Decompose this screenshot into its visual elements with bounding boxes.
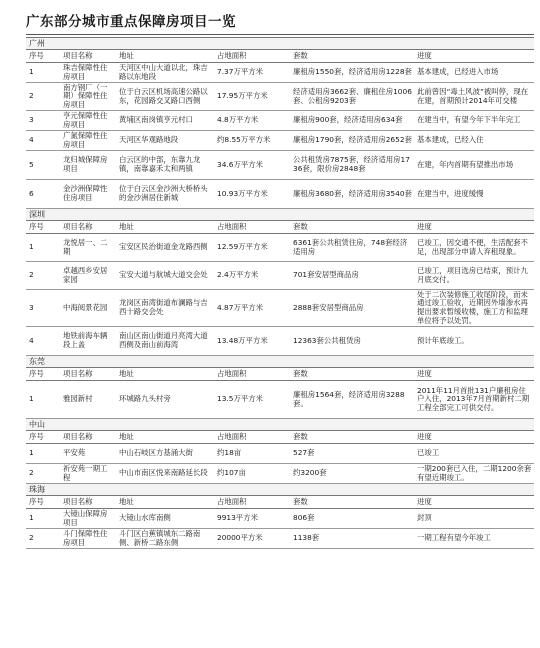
cell-project-name: 广氮保障性住房项目 bbox=[60, 131, 116, 151]
cell-index: 5 bbox=[26, 151, 60, 180]
cell-floor-area: 9913平方米 bbox=[214, 509, 290, 529]
table-row bbox=[26, 151, 534, 180]
column-header-floor-area: 占地面积 bbox=[214, 221, 290, 234]
cell-address: 中山石岐区方基涌大街 bbox=[116, 444, 214, 464]
cell-progress: 此前曾因“毒土风波”被叫停，现在在建，首期预计2014年可交楼 bbox=[414, 83, 534, 111]
city-section-header bbox=[26, 356, 534, 368]
cell-project-name: 金沙洲保障性住房项目 bbox=[60, 180, 116, 209]
cell-address: 龙岗区南湾街道布澜路与吉西十路交会处 bbox=[116, 290, 214, 327]
city-name: 珠海 bbox=[26, 484, 534, 496]
cell-index: 2 bbox=[26, 464, 60, 484]
table-row bbox=[26, 290, 534, 327]
column-header-floor-area: 占地面积 bbox=[214, 496, 290, 509]
cell-units: 经济适用房3662套、廉租住房1006套、公租房9203套 bbox=[290, 83, 414, 111]
cell-project-name: 卓越西乡安居家园 bbox=[60, 262, 116, 290]
table-row bbox=[26, 464, 534, 484]
column-header-row bbox=[26, 431, 534, 444]
table-row bbox=[26, 327, 534, 356]
cell-index: 1 bbox=[26, 63, 60, 83]
cell-address: 中山市南区悦来南路延长段 bbox=[116, 464, 214, 484]
column-header-address: 地址 bbox=[116, 431, 214, 444]
city-section-header bbox=[26, 484, 534, 496]
column-header-index: 序号 bbox=[26, 50, 60, 63]
cell-units: 廉租房1790套，经济适用房2652套 bbox=[290, 131, 414, 151]
city-section-header bbox=[26, 419, 534, 431]
cell-address: 环城路九头村旁 bbox=[116, 381, 214, 419]
cell-project-name: 珠吉保障性住房项目 bbox=[60, 63, 116, 83]
cell-progress: 封顶 bbox=[414, 509, 534, 529]
cell-progress: 基本建成，已经入住 bbox=[414, 131, 534, 151]
cell-floor-area: 12.59万平方米 bbox=[214, 234, 290, 262]
cell-floor-area: 4.8万平方米 bbox=[214, 111, 290, 131]
cell-project-name: 地铁前海车辆段上盖 bbox=[60, 327, 116, 356]
city-name: 广州 bbox=[26, 38, 534, 50]
cell-address: 天河区华观路地段 bbox=[116, 131, 214, 151]
cell-index: 4 bbox=[26, 327, 60, 356]
cell-index: 3 bbox=[26, 290, 60, 327]
column-header-units: 套数 bbox=[290, 431, 414, 444]
column-header-progress: 进度 bbox=[414, 431, 534, 444]
cell-index: 4 bbox=[26, 131, 60, 151]
column-header-address: 地址 bbox=[116, 221, 214, 234]
column-header-units: 套数 bbox=[290, 496, 414, 509]
cell-floor-area: 约18亩 bbox=[214, 444, 290, 464]
cell-progress: 处于二次装修施工收尾阶段，而未通过竣工验收，近期因外墙渗水再提出要求暂缓收楼，施工方和监理单位将予以处罚。 bbox=[414, 290, 534, 327]
cell-address: 天河区中山大道以北，珠吉路以东地段 bbox=[116, 63, 214, 83]
column-header-progress: 进度 bbox=[414, 368, 534, 381]
column-header-progress: 进度 bbox=[414, 221, 534, 234]
cell-units: 约3200套 bbox=[290, 464, 414, 484]
cell-units: 2888套安居型商品房 bbox=[290, 290, 414, 327]
column-header-units: 套数 bbox=[290, 50, 414, 63]
column-header-project-name: 项目名称 bbox=[60, 221, 116, 234]
column-header-row bbox=[26, 496, 534, 509]
cell-progress: 已竣工，因交通不便，生活配套不足，出现部分申请人弃租现象。 bbox=[414, 234, 534, 262]
cell-address: 位于白云区金沙洲大桥桥头的金沙洲居住新城 bbox=[116, 180, 214, 209]
column-header-address: 地址 bbox=[116, 496, 214, 509]
cell-floor-area: 2.4万平方米 bbox=[214, 262, 290, 290]
table-row bbox=[26, 63, 534, 83]
cell-units: 6361套公共租赁住房，748套经济适用房 bbox=[290, 234, 414, 262]
cell-address: 大镜山水库南侧 bbox=[116, 509, 214, 529]
cell-units: 廉租房1564套，经济适用房3288套。 bbox=[290, 381, 414, 419]
cell-address: 白云区的中部，东靠九龙镇，南靠嘉禾太和两镇 bbox=[116, 151, 214, 180]
projects-table bbox=[26, 37, 534, 549]
cell-index: 1 bbox=[26, 509, 60, 529]
cell-address: 斗门区白蕉镇城东二路南侧、新桥二路东侧 bbox=[116, 529, 214, 549]
cell-project-name: 龙悦居一、二期 bbox=[60, 234, 116, 262]
cell-floor-area: 34.6万平方米 bbox=[214, 151, 290, 180]
cell-floor-area: 10.93万平方米 bbox=[214, 180, 290, 209]
column-header-progress: 进度 bbox=[414, 50, 534, 63]
cell-progress: 预计年底竣工。 bbox=[414, 327, 534, 356]
cell-units: 701套安居型商品房 bbox=[290, 262, 414, 290]
column-header-progress: 进度 bbox=[414, 496, 534, 509]
cell-units: 公共租赁房7875套，经济适用房1736套，限价房2848套 bbox=[290, 151, 414, 180]
table-row bbox=[26, 529, 534, 549]
cell-project-name: 雅园新村 bbox=[60, 381, 116, 419]
cell-floor-area: 17.95万平方米 bbox=[214, 83, 290, 111]
column-header-floor-area: 占地面积 bbox=[214, 431, 290, 444]
table-row bbox=[26, 83, 534, 111]
cell-index: 2 bbox=[26, 83, 60, 111]
cell-address: 黄埔区南岗镇亨元村口 bbox=[116, 111, 214, 131]
cell-progress: 已竣工，项目选房已结束，预计九月底交付。 bbox=[414, 262, 534, 290]
cell-project-name: 中海阅景花园 bbox=[60, 290, 116, 327]
cell-index: 3 bbox=[26, 111, 60, 131]
cell-floor-area: 4.87万平方米 bbox=[214, 290, 290, 327]
cell-project-name: 平安苑 bbox=[60, 444, 116, 464]
cell-progress: 在建当中，有望今年下半年完工 bbox=[414, 111, 534, 131]
cell-address: 宝安大道与航城大道交会处 bbox=[116, 262, 214, 290]
column-header-index: 序号 bbox=[26, 221, 60, 234]
column-header-address: 地址 bbox=[116, 50, 214, 63]
cell-index: 6 bbox=[26, 180, 60, 209]
table-row bbox=[26, 444, 534, 464]
cell-floor-area: 13.5万平方米 bbox=[214, 381, 290, 419]
table-row bbox=[26, 180, 534, 209]
cell-index: 1 bbox=[26, 234, 60, 262]
cell-units: 廉租房900套，经济适用房634套 bbox=[290, 111, 414, 131]
table-row bbox=[26, 509, 534, 529]
table-row bbox=[26, 381, 534, 419]
cell-index: 2 bbox=[26, 529, 60, 549]
cell-progress: 已竣工 bbox=[414, 444, 534, 464]
cell-project-name: 祈安苑一期工程 bbox=[60, 464, 116, 484]
table-row bbox=[26, 234, 534, 262]
cell-progress: 在建，年内首期有望推出市场 bbox=[414, 151, 534, 180]
cell-project-name: 斗门保障性住房项目 bbox=[60, 529, 116, 549]
column-header-row bbox=[26, 50, 534, 63]
cell-units: 1138套 bbox=[290, 529, 414, 549]
city-name: 中山 bbox=[26, 419, 534, 431]
column-header-project-name: 项目名称 bbox=[60, 368, 116, 381]
city-name: 深圳 bbox=[26, 209, 534, 221]
cell-index: 2 bbox=[26, 262, 60, 290]
column-header-floor-area: 占地面积 bbox=[214, 368, 290, 381]
cell-address: 南山区南山街道月亮湾大道西侧及南山前海湾 bbox=[116, 327, 214, 356]
city-section-header bbox=[26, 38, 534, 50]
column-header-project-name: 项目名称 bbox=[60, 496, 116, 509]
cell-floor-area: 约107亩 bbox=[214, 464, 290, 484]
cell-address: 位于白云区机场高速公路以东，花园路交叉路口西侧 bbox=[116, 83, 214, 111]
cell-units: 廉租房1550套，经济适用房1228套 bbox=[290, 63, 414, 83]
cell-project-name: 龙归城保障房项目 bbox=[60, 151, 116, 180]
cell-progress: 一期200套已入住，二期1200余套有望近期竣工。 bbox=[414, 464, 534, 484]
cell-project-name: 南方钢厂（一期）保障性住房项目 bbox=[60, 83, 116, 111]
column-header-project-name: 项目名称 bbox=[60, 431, 116, 444]
column-header-units: 套数 bbox=[290, 221, 414, 234]
cell-progress: 基本建成，已经进入市场 bbox=[414, 63, 534, 83]
column-header-project-name: 项目名称 bbox=[60, 50, 116, 63]
cell-index: 1 bbox=[26, 444, 60, 464]
column-header-floor-area: 占地面积 bbox=[214, 50, 290, 63]
city-section-header bbox=[26, 209, 534, 221]
cell-project-name: 亨元保障性住房项目 bbox=[60, 111, 116, 131]
column-header-row bbox=[26, 221, 534, 234]
cell-progress: 一期工程有望今年竣工 bbox=[414, 529, 534, 549]
cell-floor-area: 约8.55万平方米 bbox=[214, 131, 290, 151]
column-header-index: 序号 bbox=[26, 368, 60, 381]
city-name: 东莞 bbox=[26, 356, 534, 368]
document bbox=[26, 10, 534, 549]
column-header-row bbox=[26, 368, 534, 381]
column-header-address: 地址 bbox=[116, 368, 214, 381]
cell-floor-area: 20000平方米 bbox=[214, 529, 290, 549]
page-title: 广东部分城市重点保障房项目一览 bbox=[26, 10, 534, 35]
cell-project-name: 大镜山保障房项目 bbox=[60, 509, 116, 529]
cell-floor-area: 7.37万平方米 bbox=[214, 63, 290, 83]
column-header-index: 序号 bbox=[26, 496, 60, 509]
column-header-units: 套数 bbox=[290, 368, 414, 381]
cell-units: 12363套公共租赁房 bbox=[290, 327, 414, 356]
cell-floor-area: 13.48万平方米 bbox=[214, 327, 290, 356]
cell-progress: 2011年11月首批131户廉租房住户入住，2013年7月首期新村二期工程全部完工可供交付。 bbox=[414, 381, 534, 419]
cell-units: 806套 bbox=[290, 509, 414, 529]
table-row bbox=[26, 262, 534, 290]
cell-address: 宝安区民治街道金龙路西侧 bbox=[116, 234, 214, 262]
cell-units: 527套 bbox=[290, 444, 414, 464]
cell-index: 1 bbox=[26, 381, 60, 419]
table-row bbox=[26, 131, 534, 151]
cell-progress: 在建当中，进度缓慢 bbox=[414, 180, 534, 209]
cell-units: 廉租房3680套，经济适用房3540套 bbox=[290, 180, 414, 209]
table-row bbox=[26, 111, 534, 131]
column-header-index: 序号 bbox=[26, 431, 60, 444]
